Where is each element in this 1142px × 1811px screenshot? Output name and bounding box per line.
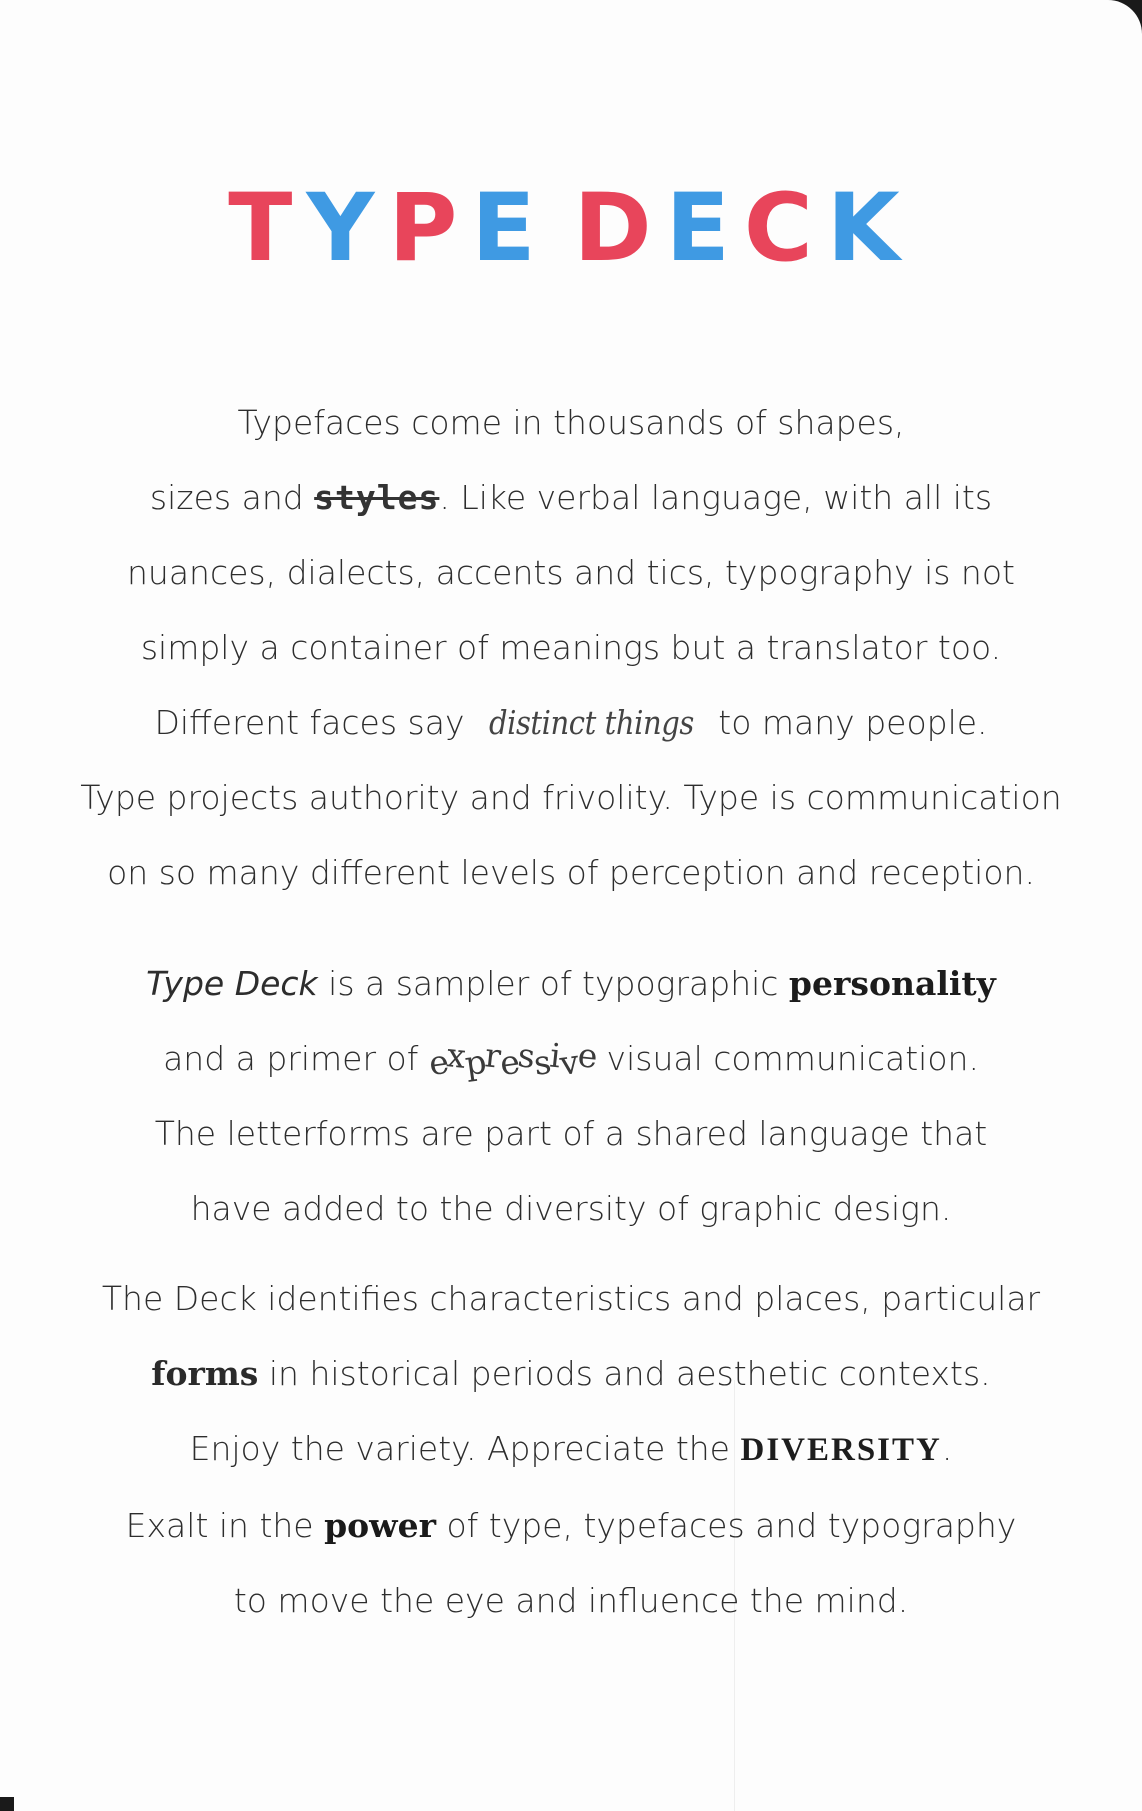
- text-line: The Deck identifies characteristics and places, particular: [101, 1279, 1041, 1318]
- text-line: simply a container of meanings but a translator too.: [140, 628, 1002, 667]
- card-crease: [734, 1380, 735, 1811]
- text-span: . Like verbal language, with all its: [439, 478, 993, 517]
- text-span: Different faces say: [154, 703, 475, 742]
- styled-word-styles: styles: [314, 478, 440, 517]
- title-letter: E: [471, 174, 550, 283]
- text-line: Typefaces come in thousands of shapes,: [237, 403, 905, 442]
- title-word-deck: [574, 174, 914, 283]
- text-span: Exalt in the: [125, 1506, 325, 1545]
- expressive-letter: p: [462, 1041, 488, 1084]
- styled-words-distinct-things: distinct things: [488, 703, 694, 742]
- card-title: [0, 174, 1142, 283]
- expressive-letter: e: [575, 1035, 599, 1076]
- text-line: [0, 1488, 1142, 1563]
- text-line: have added to the diversity of graphic design.: [190, 1189, 952, 1228]
- title-letter: C: [743, 174, 827, 283]
- text-line: Type projects authority and frivolity. Type is communication: [80, 778, 1062, 817]
- text-span: Enjoy the variety. Appreciate the: [189, 1429, 741, 1468]
- expressive-letter: s: [516, 1035, 537, 1076]
- text-line: nuances, dialects, accents and tics, typography is not: [127, 553, 1015, 592]
- text-line: The letterforms are part of a shared language that: [154, 1114, 988, 1153]
- text-span: in historical periods and aesthetic contexts.: [258, 1354, 991, 1393]
- title-letter: Y: [306, 174, 389, 283]
- text-span: .: [941, 1429, 953, 1468]
- expressive-letter: s: [531, 1042, 553, 1083]
- intro-paragraph: [0, 385, 1142, 910]
- title-letter: D: [573, 174, 666, 283]
- text-span: and a primer of: [163, 1039, 429, 1078]
- styled-word-diversity: DIVERSITY: [740, 1432, 942, 1468]
- styled-word-power: power: [324, 1506, 436, 1545]
- text-line: to move the eye and influence the mind.: [233, 1581, 909, 1620]
- text-line: [0, 1336, 1142, 1411]
- sampler-paragraph: [0, 946, 1142, 1246]
- text-span: is a sampler of typographic: [317, 964, 789, 1003]
- expressive-letter: e: [426, 1041, 450, 1084]
- text-line: on so many different levels of perception and reception.: [107, 853, 1035, 892]
- closing-paragraph: [0, 1261, 1142, 1638]
- styled-word-personality: personality: [788, 964, 996, 1003]
- text-span: sizes and: [149, 478, 315, 517]
- title-letter: K: [826, 174, 914, 283]
- italic-type-deck: Type Deck: [146, 964, 318, 1003]
- text-span: to many people.: [707, 703, 988, 742]
- expressive-letter: v: [557, 1041, 581, 1084]
- expressive-letter: i: [548, 1035, 562, 1076]
- title-word-type: [228, 174, 549, 283]
- text-line: [0, 460, 1142, 535]
- title-letter: T: [228, 174, 307, 283]
- text-line: [0, 946, 1142, 1021]
- text-line: [0, 1021, 1142, 1096]
- styled-word-forms: forms: [151, 1354, 259, 1393]
- title-letter: E: [665, 174, 744, 283]
- expressive-letter: x: [445, 1035, 467, 1076]
- text-line: [0, 685, 1142, 760]
- text-span: visual communication.: [596, 1039, 979, 1078]
- expressive-letter: e: [497, 1041, 522, 1084]
- expressive-letter: r: [483, 1035, 502, 1076]
- styled-word-expressive: [426, 1021, 599, 1096]
- text-line: [0, 1411, 1142, 1488]
- text-span: of type, typefaces and typography: [435, 1506, 1017, 1545]
- title-letter: P: [388, 174, 472, 283]
- card-corner: [0, 1797, 14, 1811]
